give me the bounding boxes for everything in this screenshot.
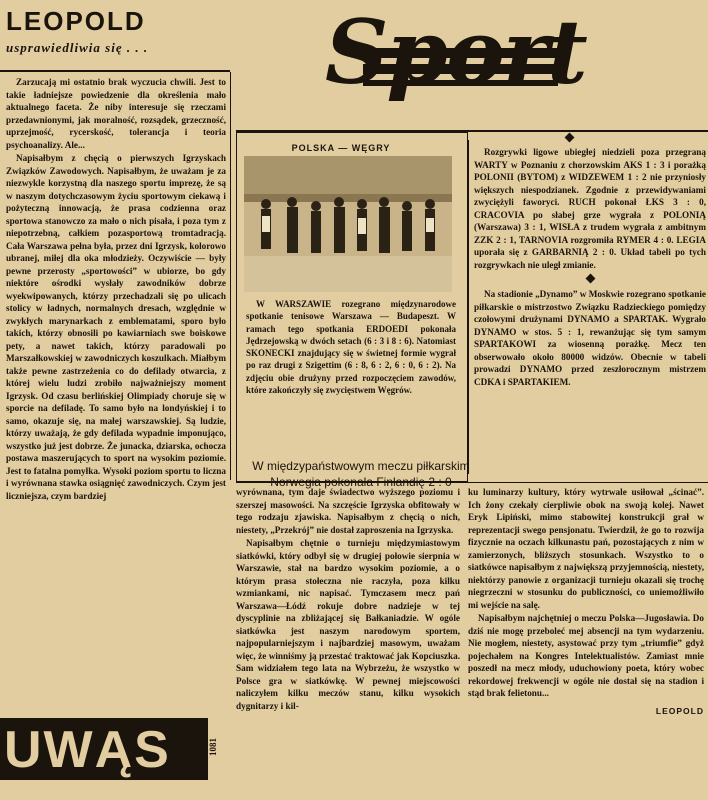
left-paragraph: Napisałbym z chęcią o pierwszych Igrzyskach Związków Zawodowych. Napisałbym, że uważam je za niezwykle korzystną dla naszego sportu imprezę, że są w naszym dotychczasowym życiu sportowym ciekawą i pożyteczną innowacją, że prasa codzienna oraz sportowa stanowczo za mało o nich pisała, i poza tym z niepotrzebną, całkiem pozasportową tromtadracją. Cała Warszawa pełna była, przez dni Igrzysk, kolorowo ubranej, miłej dla oka młodzieży. Oczywiście — były pewne przerosty „sportowości” w ubiorze, bo gdy niektóre ośrodki wysłały zawodników dobrze wyekwipowanych, którzy przechadzali się po ulicach stolicy w ładnych, normalnych dresach, względnie w zwykłych marynarkach z emblematami, sporo było takich, którzy obnosili po kawiarniach swe boiskowe pety, a nawet takich, którzy paradowali po Marszałkowskiej w zawodniczych koszulkach. Miałbym także pewne zastrzeżenia co do defilady otwarcia, z której wielu ludzi zrobiło najważniejszy moment Igrzysk. Od czasu berlińskiej Olimpiady choruje się w sporcie na defiladę. To samo było na londyńskiej i to samo, okazuje się, na małej warszawskiej. Są ludzie, którzy uważają, że gdy defilada wypadnie imponująco, wszystko już jest dobrze. Że junacka, dziarska, ochocza postawa maszerujących to sport na wysokim poziomie. Jest to fatalna pomyłka. Wysoki poziom sportu to liczna i wyrównana stawka osiągnięć zawodniczych. Czym jest liczniejsza, czym bardziej bbox=[6, 153, 226, 501]
column-title: LEOPOLD bbox=[6, 6, 146, 36]
bullet-diamond-icon bbox=[565, 133, 575, 143]
bullet-diamond-icon bbox=[585, 274, 595, 284]
photo-caption bbox=[246, 298, 456, 396]
photo-caption-text: W WARSZAWIE rozegrano międzynarodowe spotkanie tenisowe Warszawa — Budapeszt. W ramach tego spotkania ERDOEDI pokonała Jędrzejowską w dwóch setach (6 : 3 i 8 : 6). Natomiast SKONECKI znajdujący się w świetnej formie wygrał po raz drugi z Szigettim (6 : 8, 6 : 2, 6 : 0, 6 : 2). Na zdjęciu obie drużyny przed rozpoczęciem zawodów, które zakończyły się zwycięstwem Węgrów. bbox=[246, 299, 456, 396]
column-divider bbox=[230, 72, 231, 480]
photo-illustration bbox=[244, 156, 452, 292]
column-divider-right bbox=[468, 140, 469, 474]
tennis-team-photo bbox=[244, 156, 452, 292]
uwas-banner-text: UWĄS bbox=[4, 721, 171, 779]
middle-column bbox=[236, 486, 460, 800]
sport-logo bbox=[323, 0, 586, 112]
author-signature: LEOPOLD bbox=[655, 705, 704, 716]
league-paragraph: Rozgrywki ligowe ubiegłej niedzieli poza przegraną WARTY w Poznaniu z chorzowskim AKS 1 : 3 i porażką POLONII (BYTOM) z WIDZEWEM 1 : 2 nie przyniosły większych niespodzianek. Zgodnie z przewidywaniami zwyciężyli faworyci. RUCH pokonał ŁKS 3 : 0, CRACOVIA po słabej grze wygrała z POLONIĄ (Warszawa) 3 : 1, WISŁA z trudem wygrała z ambitnym ZZK 2 : 1, TARNOVIA rozgromiła RYMER 4 : 0. LEGIA uporała się z GARBARNIĄ 2 : 0. Układ tabeli po tych rozgrywkach nie uległ zmianie. bbox=[474, 147, 706, 270]
mid-paragraph: Napisałbym chętnie o turnieju międzymiastowym siatkówki, który odbył się w drugiej połowie sierpnia w Warszawie, stał na bardzo wysokim poziomie, a o którym prasa stołeczna nie raczyła, poza kilku wzmiankami, nic napisać. Tymczasem mecz pań Warszawa—Łódź rokuje dobre nadzieje w tej dyscyplinie na zbliżającej się Bałkaniadzie. W ogóle siatkówka jest naszym narodowym sportem, najpopularniejszym i najbardziej masowym, uważam więc, że winniśmy ją przestać traktować jak Kopciuszka. Sam widziałem tego lata na Wybrzeżu, że wszystko w Polsce gra w siatkówkę. W pewnej miejscowości naliczyłem kilku meczów stanu, kilku wysokich dygnitarzy i kil- bbox=[236, 538, 460, 711]
mid-paragraph: wyrównana, tym daje świadectwo wyższego poziomu i szerszej masowości. Na szczęście Igrzyska obfitowały w tego rodzaju zjawiska. Napisałbym z chęcią o nich, niestety, „Przekrój” nie dostał zaproszenia na Igrzyska. bbox=[236, 487, 460, 535]
uwas-banner bbox=[0, 718, 208, 780]
right-column bbox=[468, 486, 704, 800]
sport-logo-word: Sport bbox=[325, 0, 586, 104]
photo-title: POLSKA — WĘGRY bbox=[291, 143, 391, 153]
header-divider bbox=[0, 70, 230, 72]
right-paragraph: Napisałbym najchętniej o meczu Polska—Jugosławia. Do dziś nie mogę przeboleć mej absencji na tym wydarzeniu. Nie mogłem, niestety, asystować przy tym „triumfie” gdyż pojechałem na Kongres Intelektualistów. Zamiast mnie poszedł na mecz młody, uduchowiony poeta, który wobec rekordowej frekwencji w ogóle nie dostał się na stadion i stąd brak felietonu... bbox=[468, 613, 704, 698]
left-paragraph: Zarzucają mi ostatnio brak wyczucia chwili. Jest to takie ładniejsze powiedzenie dla określenia mało aktualnego faceta. Że niby interesuje się rzeczami przedawnionymi, jak moralność, rozsądek, grzeczność, uprzejmość, rycerskość, tolerancja i teoria psychoanalizy. Ale... bbox=[6, 77, 226, 150]
left-column bbox=[6, 76, 226, 716]
right-paragraph: ku luminarzy kultury, który wytrwale usiłował „ścinać”. Ich żony czekały cierpliwie obok na swoją kolej. Nawet Eryk Lipiński, mimo stabowitej konstrukcji grał w reprezentacji swego pensjonatu. Twierdził, że go to rozwija fizycznie na oczach kilkunastu pań, pozostających z nim w zamierzonych, bliższych stosunkach. Wszystko to o siatkówce napisałbym z największą przyjemnością, niestety, niektórzy panowie z organizacji turnieju okazali się trochę niegrzeczni w stosunku do publiczności, co uniemożliwiło mi wejście na salę. bbox=[468, 487, 704, 610]
intl-football-note: W międzypaństwowym meczu piłkarskim Norwegia pokonała Finlandię 2 : 0 bbox=[252, 459, 470, 489]
signature-wrap bbox=[468, 701, 704, 719]
column-subtitle: usprawiedliwia się . . . bbox=[6, 40, 149, 55]
page-number: 1081 bbox=[208, 738, 218, 756]
dynamo-paragraph: Na stadionie „Dynamo” w Moskwie rozegrano spotkanie piłkarskie o mistrzostwo Związku Radzieckiego pomiędzy czołowymi drużynami DYNAMO a SPARTAK. Wygrało DYNAMO w stos. 5 : 1, rewanżując się tym samym SPARTAKOWI za wiosenną porażkę. Mecz ten obserwowało około 80000 widzów. Obecnie w tabeli prowadzi DYNAMO przed zeszłorocznym mistrzem CDKA i SPARTAKIEM. bbox=[474, 289, 706, 387]
right-top-column bbox=[474, 146, 706, 476]
